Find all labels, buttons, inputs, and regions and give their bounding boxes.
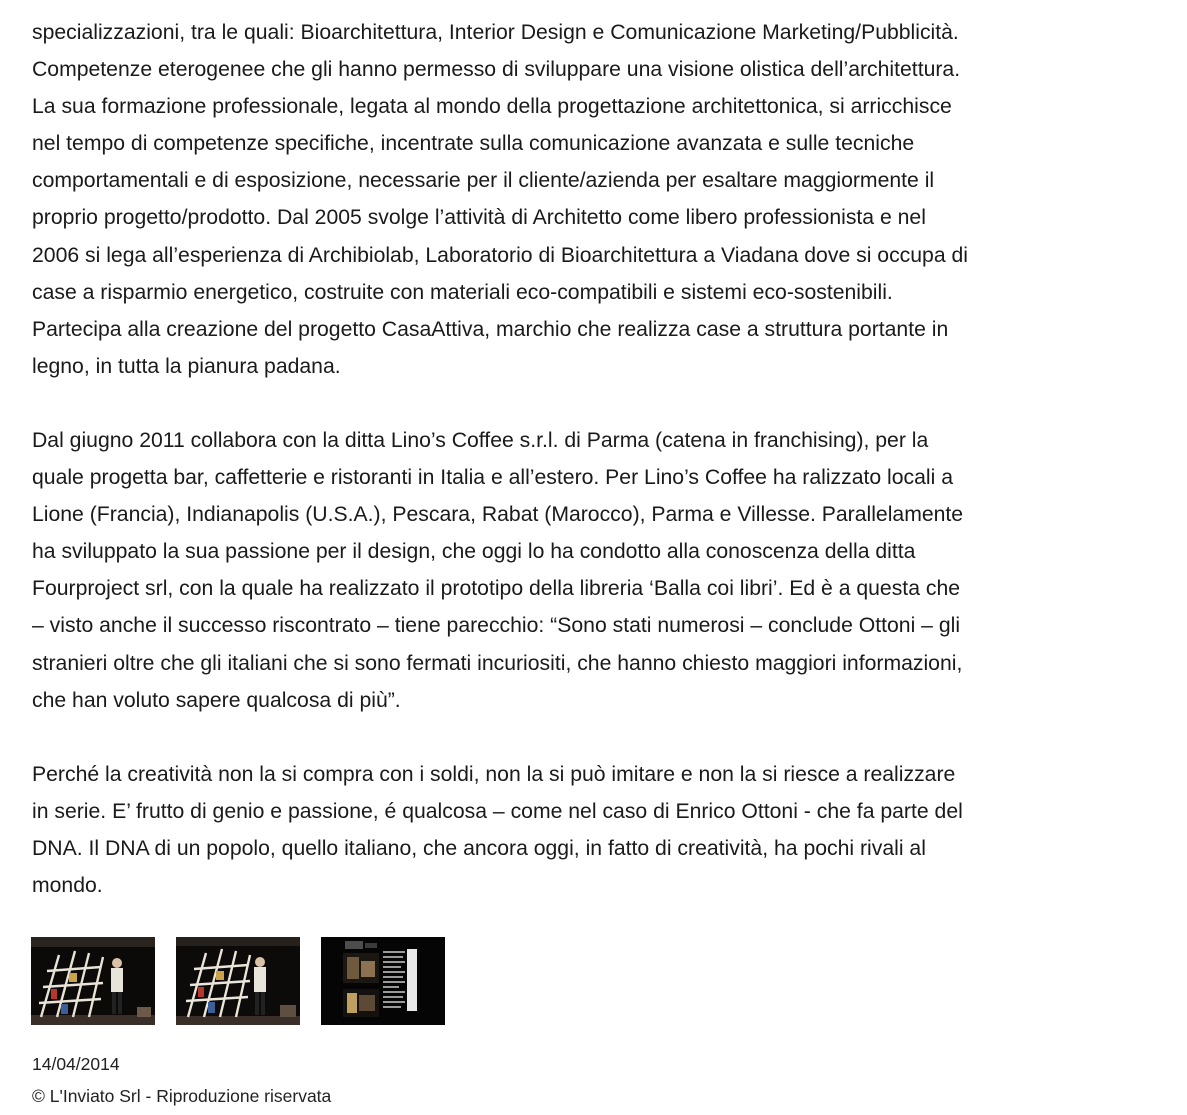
text-line: Lione (Francia), Indianapolis (U.S.A.), Pescara, Rabat (Marocco), Parma e Villesse. Parallelamente <box>32 503 964 527</box>
photo-gallery <box>31 937 445 1025</box>
article-body <box>32 14 1152 904</box>
magazine-page-image <box>321 937 445 1025</box>
gallery-thumbnail-1[interactable] <box>31 937 155 1025</box>
text-line: – visto anche il successo riscontrato – tiene parecchio: “Sono stati numerosi – conclude Ottoni – gli <box>32 614 961 638</box>
text-line: comportamentali e di esposizione, necessarie per il cliente/azienda per esaltare maggiormente il <box>32 169 935 193</box>
text-line: case a risparmio energetico, costruite con materiali eco-compatibili e sistemi eco-sostenibili. <box>32 280 893 304</box>
text-line: legno, in tutta la pianura padana. <box>32 354 341 378</box>
text-line: Perché la creatività non la si compra con i soldi, non la si può imitare e non la si riesce a realizzare <box>32 762 956 786</box>
text-line: Dal giugno 2011 collabora con la ditta Lino’s Coffee s.r.l. di Parma (catena in franchising), per la <box>32 428 929 452</box>
gallery-thumbnail-2[interactable] <box>176 937 300 1025</box>
paragraph-spacer <box>32 719 1152 756</box>
text-line: DNA. Il DNA di un popolo, quello italiano, che ancora oggi, in fatto di creatività, ha pochi rivali al <box>32 836 926 860</box>
text-line: mondo. <box>32 873 103 897</box>
text-line: Partecipa alla creazione del progetto CasaAttiva, marchio che realizza case a struttura portante in <box>32 317 949 341</box>
paragraph-3 <box>32 756 1152 904</box>
text-line: specializzazioni, tra le quali: Bioarchitettura, Interior Design e Comunicazione Marketing/Pubblicità. <box>32 21 959 44</box>
text-line: ha sviluppato la sua passione per il design, che oggi lo ha condotto alla conoscenza della ditta <box>32 540 916 564</box>
bookshelf-photo-image <box>176 937 300 1025</box>
text-line: stranieri oltre che gli italiani che si sono fermati incuriositi, che hanno chiesto maggiori informazioni, <box>32 651 963 675</box>
text-line: che han voluto sapere qualcosa di più”. <box>32 688 401 712</box>
text-line: proprio progetto/prodotto. Dal 2005 svolge l’attività di Architetto come libero professionista e nel <box>32 206 926 230</box>
paragraph-spacer <box>32 385 1152 422</box>
text-line: 2006 si lega all’esperienza di Archibiolab, Laboratorio di Bioarchitettura a Viadana dove si occupa di <box>32 243 968 267</box>
text-line: quale progetta bar, caffetterie e ristoranti in Italia e all’estero. Per Lino’s Coffee ha ralizzato locali a <box>32 466 954 490</box>
copyright-notice: © L'Inviato Srl - Riproduzione riservata <box>32 1086 332 1106</box>
text-line: Fourproject srl, con la quale ha realizzato il prototipo della libreria ‘Balla coi libri’. Ed è a questa che <box>32 577 961 601</box>
paragraph-2 <box>32 422 1152 719</box>
text-line: in serie. E’ frutto di genio e passione, é qualcosa – come nel caso di Enrico Ottoni - che fa parte del <box>32 799 963 823</box>
text-line: nel tempo di competenze specifiche, incentrate sulla comunicazione avanzata e sulle tecniche <box>32 132 915 156</box>
paragraph-1 <box>32 14 1152 385</box>
text-line: Competenze eterogenee che gli hanno permesso di sviluppare una visione olistica dell’architettura. <box>32 58 961 82</box>
bookshelf-photo-image <box>31 937 155 1025</box>
publication-date: 14/04/2014 <box>32 1054 120 1074</box>
text-line: La sua formazione professionale, legata al mondo della progettazione architettonica, si arricchisce <box>32 95 952 119</box>
gallery-thumbnail-3[interactable] <box>321 937 445 1025</box>
article-footer <box>32 1048 331 1112</box>
